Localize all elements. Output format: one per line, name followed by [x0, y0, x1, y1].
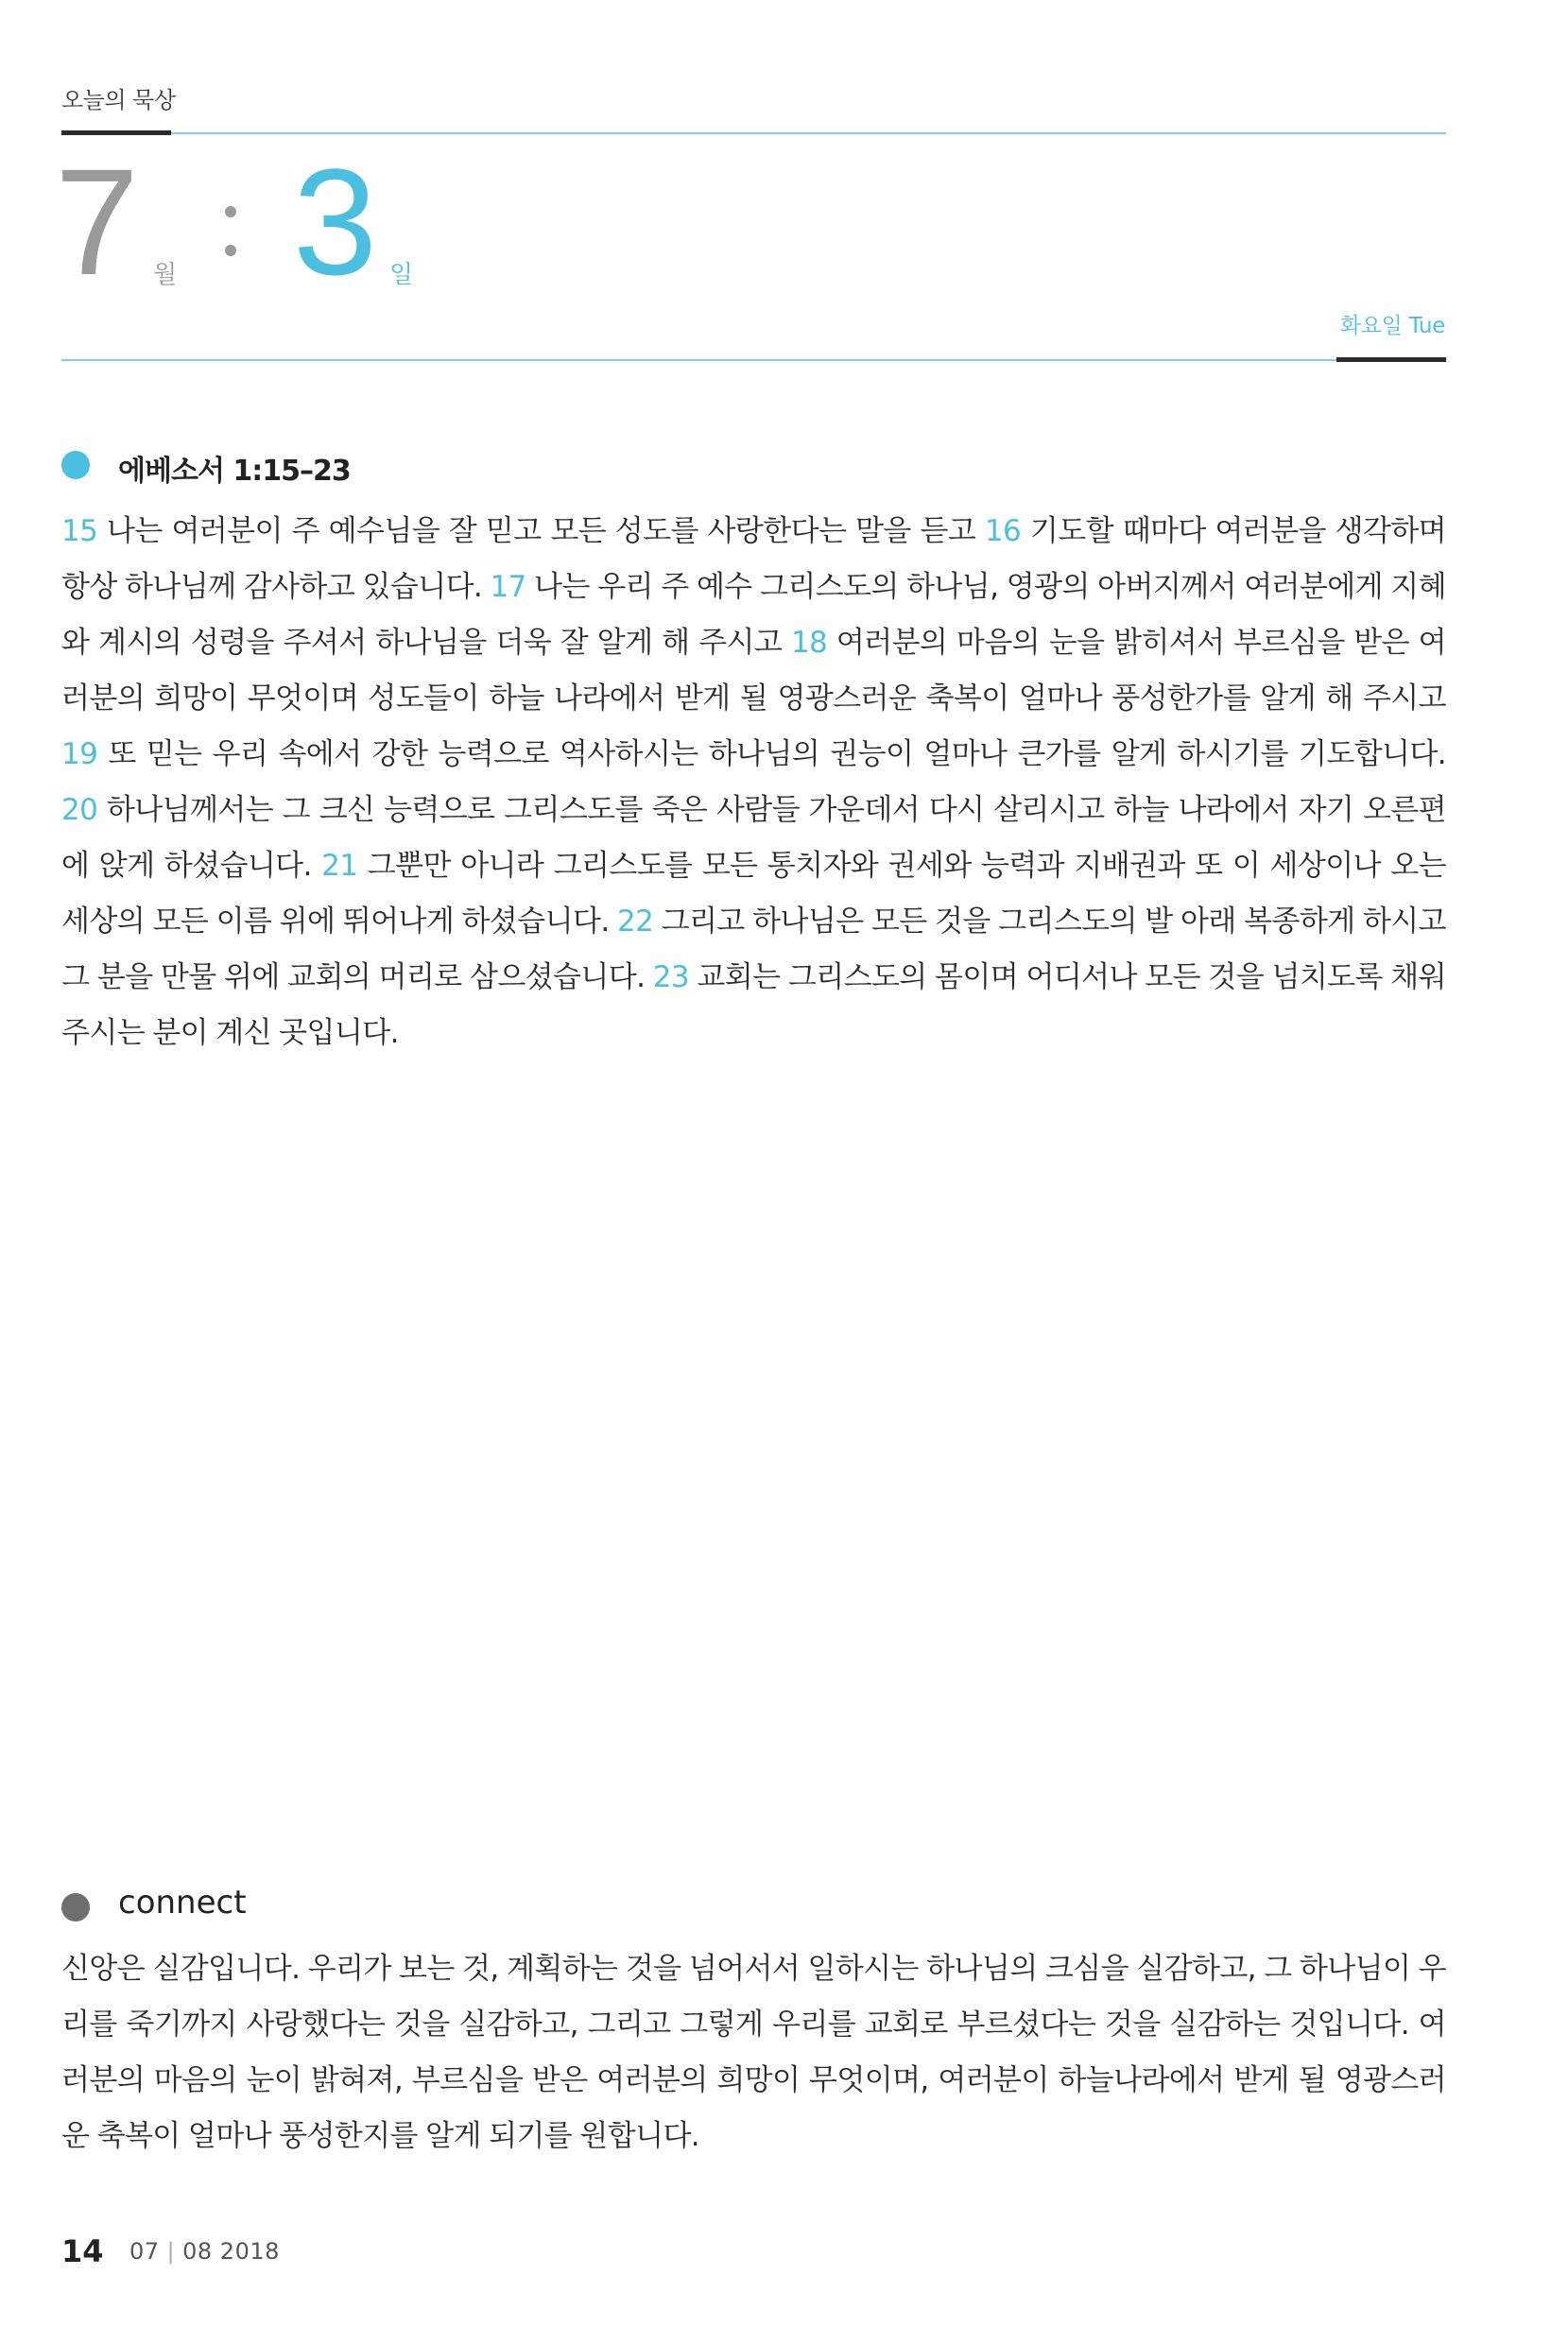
scripture-bullet-icon [61, 451, 90, 479]
header-top-rule [61, 132, 1446, 134]
verse-text: 또 믿는 우리 속에서 강한 능력으로 역사하시는 하나님의 권능이 얼마나 큰가를 알게 하시기를 기도합니다. [97, 737, 1446, 771]
verse-text: 기도할 때마다 여러분을 생각하며 항상 하나님께 감사하고 있습니다. [61, 514, 1447, 604]
verse-text: 여러분의 마음의 눈을 밝히셔서 부르심을 받은 여러분의 희망이 무엇이며 성도들이 하늘 나라에서 받게 될 영광스러운 축복이 얼마나 풍성한가를 알게 해 주시고 [61, 626, 1446, 715]
verse-number: 15 [61, 514, 98, 548]
verse-number: 20 [61, 793, 98, 827]
verse-text: 그뿐만 아니라 그리스도를 모든 통치자와 권세와 능력과 지배권과 또 이 세상이나 오는 세상의 모든 이름 위에 뛰어나게 하셨습니다. [61, 849, 1446, 939]
date-colon-dot-top [225, 206, 236, 217]
verse-text: 교회는 그리스도의 몸이며 어디서나 모든 것을 넘치도록 채워 주시는 분이 계신 곳입니다. [61, 960, 1446, 1050]
header-top-rule-accent [61, 130, 171, 135]
verse-number: 23 [652, 960, 689, 994]
verse-number: 22 [617, 905, 654, 939]
connect-bullet-icon [61, 1893, 90, 1922]
passage-reference: 에베소서 1:15–23 [118, 455, 351, 488]
issue-separator: | [166, 2238, 176, 2265]
verse-text: 나는 여러분이 주 예수님을 잘 믿고 모든 성도를 사랑한다는 말을 듣고 [97, 514, 985, 548]
date-month-unit: 월 [153, 261, 178, 289]
verse-number: 21 [321, 849, 358, 883]
weekday-label: 화요일 Tue [1339, 314, 1445, 338]
issue-date [129, 2238, 280, 2265]
verse-number: 19 [61, 737, 98, 771]
verse-text: 하나님께서는 그 크신 능력으로 그리스도를 죽은 사람들 가운데서 다시 살리시고 하늘 나라에서 자기 오른편에 앉게 하셨습니다. [61, 793, 1446, 883]
date-day: 3 [293, 137, 377, 306]
verse-number: 18 [790, 626, 828, 660]
verse-text: 그리고 하나님은 모든 것을 그리스도의 발 아래 복종하게 하시고 그 분을 만물 위에 교회의 머리로 삼으셨습니다. [61, 905, 1447, 994]
issue-day-year: 08 2018 [182, 2238, 280, 2265]
verse-number: 16 [984, 514, 1022, 548]
verse-text: 나는 우리 주 예수 그리스도의 하나님, 영광의 아버지께서 여러분에게 지혜와 계시의 성령을 주셔서 하나님을 더욱 잘 알게 해 주시고 [61, 570, 1446, 660]
issue-month: 07 [129, 2238, 160, 2265]
date-colon-dot-bottom [225, 245, 236, 256]
header-bottom-rule-accent [1336, 357, 1446, 362]
section-label: 오늘의 묵상 [61, 87, 176, 113]
date-month: 7 [55, 137, 139, 306]
header-bottom-rule [61, 359, 1446, 361]
verse-number: 17 [490, 570, 526, 604]
connect-text: 신앙은 실감입니다. 우리가 보는 것, 계획하는 것을 넘어서서 일하시는 하나님의 크심을 실감하고, 그 하나님이 우리를 죽기까지 사랑했다는 것을 실감하고, 그리고 그렇게 우리를 교회로 부르셨다는 것을 실감하는 것입니다. 여러분의 마음의 눈이 밝혀져, 부르심을 받은 여러분의 희망이 무엇이며, 여러분이 하늘나라에서 받게 될 영광스러운 축복이 얼마나 풍성한지를 알게 되기를 원합니다. [61, 1952, 1446, 2153]
page-number: 14 [61, 2233, 104, 2269]
connect-heading: connect [118, 1884, 247, 1922]
date-day-unit: 일 [389, 261, 414, 289]
scripture-text [61, 504, 1446, 1061]
